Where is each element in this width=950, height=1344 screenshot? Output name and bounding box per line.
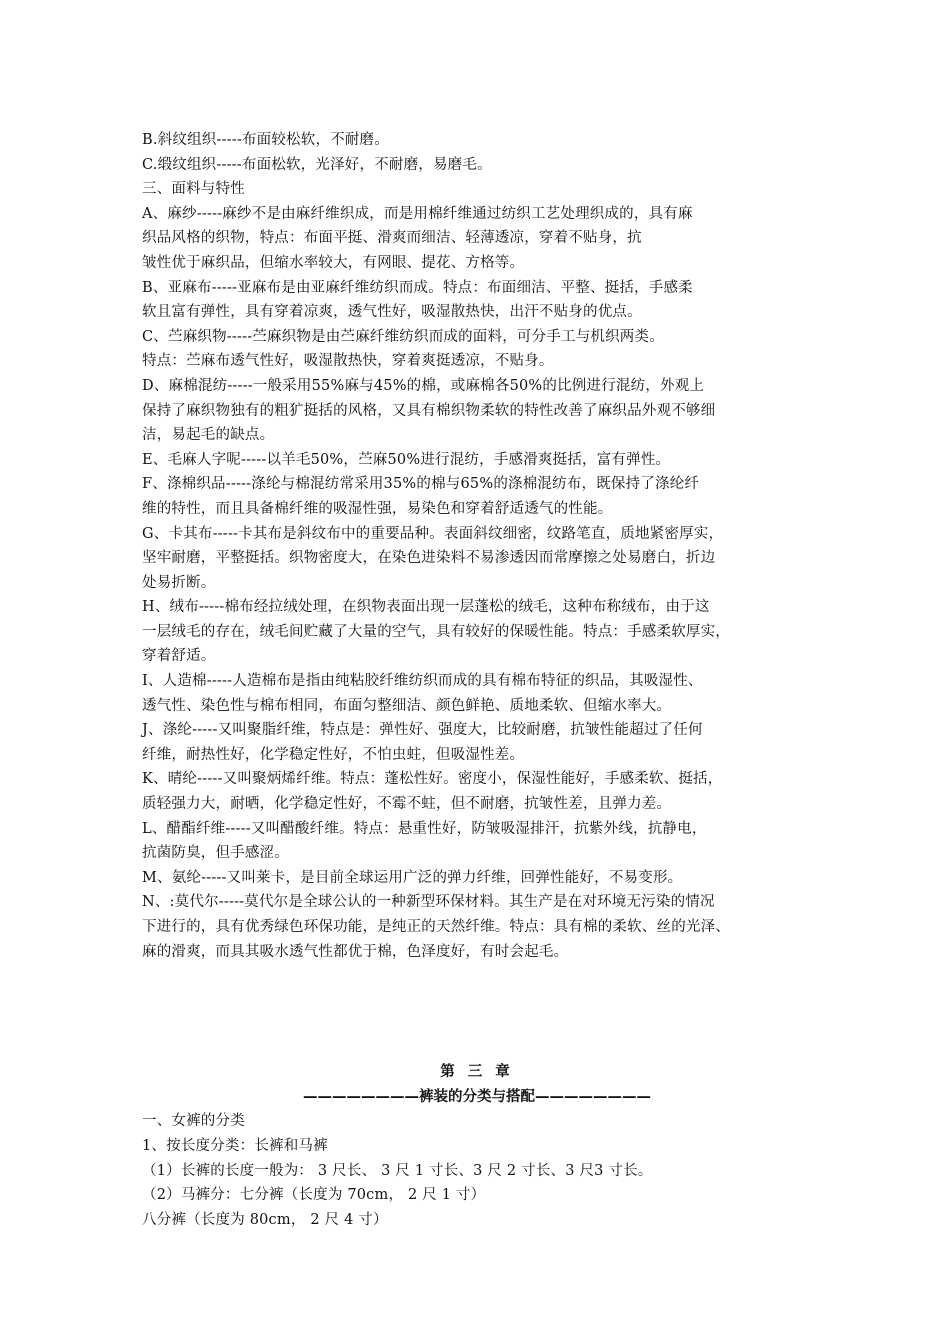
text-line: 一层绒毛的存在，绒毛间贮藏了大量的空气，具有较好的保暖性能。特点：手感柔软厚实， xyxy=(142,623,730,640)
text-line: 抗菌防臭，但手感涩。 xyxy=(142,845,289,862)
text-line: I、人造棉-----人造棉布是指由纯粘胶纤维纺织而成的具有棉布特征的织品，其吸湿性、 xyxy=(142,673,703,690)
text-line: N、:莫代尔-----莫代尔是全球公认的一种新型环保材料。其生产是在对环境无污染的情况 xyxy=(142,894,715,911)
text-line: 洁，易起毛的缺点。 xyxy=(142,427,275,444)
text-line: C.缎纹组织-----布面松软，光泽好，不耐磨，易磨毛。 xyxy=(142,156,492,173)
text-line: 皱性优于麻织品，但缩水率较大，有网眼、提花、方格等。 xyxy=(142,254,525,271)
text-line: K、晴纶-----又叫聚炳烯纤维。特点：蓬松性好。密度小，保湿性能好，手感柔软、挺括， xyxy=(142,771,723,788)
text-line: 纤维，耐热性好，化学稳定性好，不怕虫蛀，但吸湿性差。 xyxy=(142,746,525,763)
text-line: 质轻强力大，耐晒，化学稳定性好，不霉不蛀，但不耐磨，抗皱性差，且弹力差。 xyxy=(142,796,672,813)
text-line: 特点：苎麻布透气性好，吸湿散热快，穿着爽挺透凉，不贴身。 xyxy=(142,353,554,370)
text-line: 保持了麻织物独有的粗犷挺括的风格，又具有棉织物柔软的特性改善了麻织品外观不够细 xyxy=(142,402,716,419)
text-line: 坚牢耐磨，平整挺括。织物密度大，在染色进染料不易渗透因而常摩擦之处易磨白，折边 xyxy=(142,550,716,567)
text-line: 八分裤（长度为 80cm， 2 尺 4 寸） xyxy=(142,1211,388,1228)
text-line: 麻的滑爽，而具其吸水透气性都优于棉，色泽度好，有时会起毛。 xyxy=(142,943,569,960)
text-line: 一、女裤的分类 xyxy=(142,1113,245,1130)
text-line: L、醋酯纤维-----又叫醋酸纤维。特点：悬重性好，防皱吸湿排汗，抗紫外线，抗静电， xyxy=(142,820,707,837)
section-gap xyxy=(142,964,812,1060)
text-line: J、涤纶-----又叫聚脂纤维，特点是：弹性好、强度大，比较耐磨，抗皱性能超过了任何 xyxy=(142,722,703,739)
text-line: 1、按长度分类：长裤和马裤 xyxy=(142,1137,328,1154)
chapter-subtitle: ————————裤装的分类与搭配———————— xyxy=(303,1088,651,1105)
text-line: 软且富有弹性，具有穿着凉爽，透气性好，吸湿散热快，出汗不贴身的优点。 xyxy=(142,304,642,321)
document-page xyxy=(142,128,812,1232)
text-line: C、苎麻织物-----苎麻织物是由苎麻纤维纺织而成的面料，可分手工与机织两类。 xyxy=(142,328,664,345)
chapter-title: 第 三 章 xyxy=(440,1064,514,1081)
text-line: 织品风格的织物，特点：布面平挺、滑爽而细洁、轻薄透凉，穿着不贴身，抗 xyxy=(142,230,642,247)
text-line: B、亚麻布-----亚麻布是由亚麻纤维纺织而成。特点：布面细洁、平整、挺括，手感柔 xyxy=(142,279,693,296)
text-line: 处易折断。 xyxy=(142,574,216,591)
section-text-block xyxy=(142,1109,812,1232)
text-line: A、麻纱-----麻纱不是由麻纤维织成，而是用棉纤维通过纺织工艺处理织成的，具有麻 xyxy=(142,205,693,222)
text-line: （1）长裤的长度一般为： 3 尺长、 3 尺 1 寸长、3 尺 2 寸长、3 尺3 寸长。 xyxy=(142,1162,653,1179)
text-line: 下进行的，具有优秀绿色环保功能，是纯正的天然纤维。特点：具有棉的柔软、丝的光泽、 xyxy=(142,919,730,935)
text-line: D、麻棉混纺-----一般采用55%麻与45%的棉，或麻棉各50%的比例进行混纺，外观上 xyxy=(142,377,705,394)
body-text-block xyxy=(142,128,812,964)
text-line: M、氨纶-----又叫莱卡，是目前全球运用广泛的弹力纤维，回弹性能好，不易变形。 xyxy=(142,869,683,886)
text-line: 三、面料与特性 xyxy=(142,181,245,198)
text-line: E、毛麻人字呢-----以羊毛50%，苎麻50%进行混纺，手感滑爽挺括，富有弹性。 xyxy=(142,451,671,468)
text-line: B.斜纹组织-----布面较松软，不耐磨。 xyxy=(142,132,389,148)
text-line: H、绒布-----棉布经拉绒处理，在织物表面出现一层蓬松的绒毛，这种布称绒布，由于这 xyxy=(142,599,710,616)
text-line: 维的特性，而且具备棉纤维的吸湿性强，易染色和穿着舒适透气的性能。 xyxy=(142,500,613,517)
text-line: 穿着舒适。 xyxy=(142,648,216,665)
text-line: G、卡其布-----卡其布是斜纹布中的重要品种。表面斜纹细密，纹路笔直，质地紧密厚实， xyxy=(142,525,724,542)
text-line: F、涤棉织品-----涤纶与棉混纺常采用35%的棉与65%的涤棉混纺布，既保持了涤纶纤 xyxy=(142,476,700,493)
text-line: （2）马裤分：七分裤（长度为 70cm， 2 尺 1 寸） xyxy=(142,1187,486,1204)
text-line: 透气性、染色性与棉布相同，布面匀整细洁、颜色鲜艳、质地柔软、但缩水率大。 xyxy=(142,697,672,714)
